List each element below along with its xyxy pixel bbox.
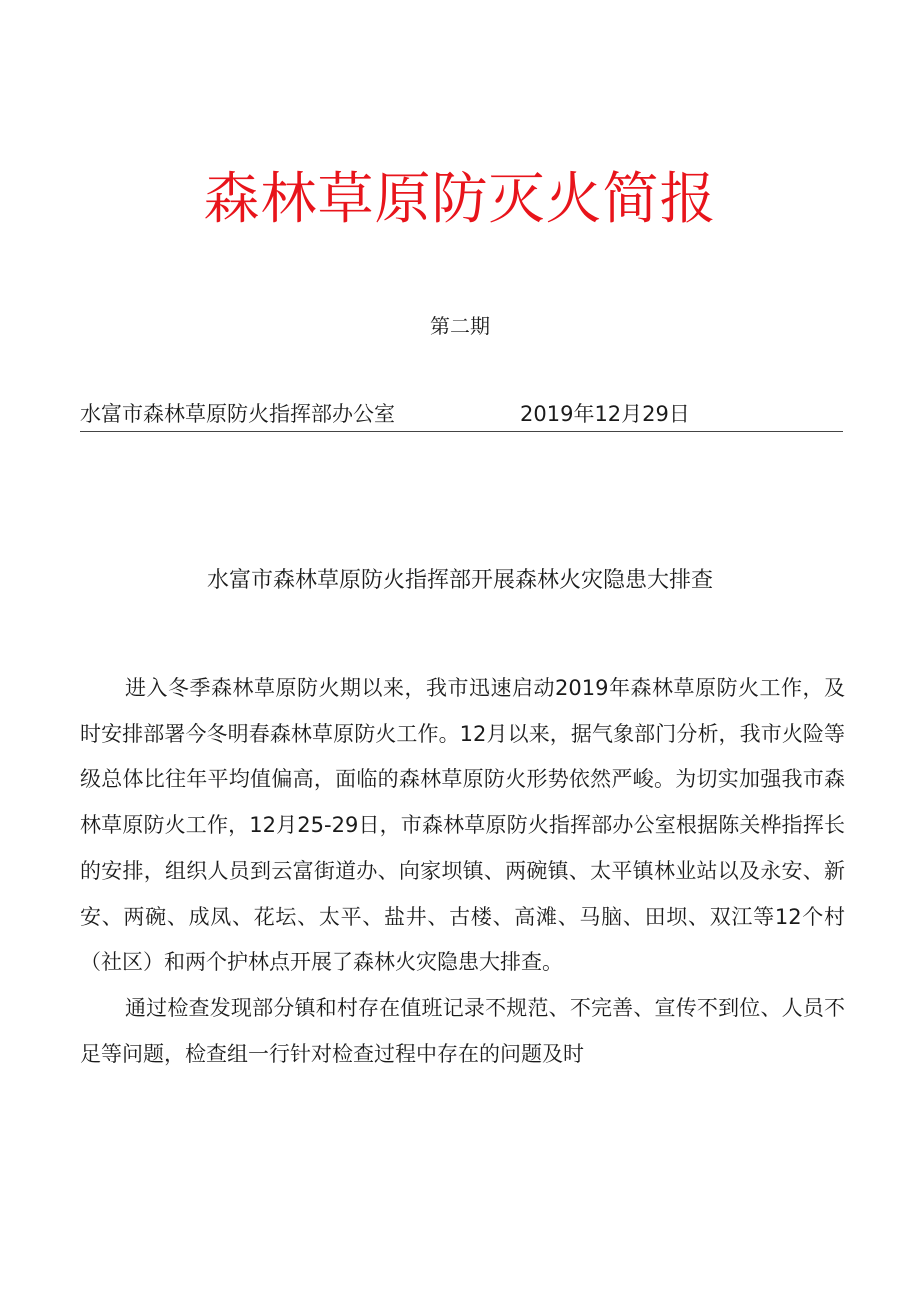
issue-number: 第二期 <box>430 314 490 338</box>
masthead-title: 森林草原防灭火简报 <box>203 167 717 232</box>
dateline <box>80 398 850 430</box>
issue-date: 2019年12月29日 <box>520 402 690 426</box>
article-headline: 水富市森林草原防火指挥部开展森林火灾隐患大排查 <box>206 568 713 593</box>
body-paragraph: 通过检查发现部分镇和村存在值班记录不规范、不完善、宣传不到位、人员不足等问题，检查组一行针对检查过程中存在的问题及时 <box>80 995 845 1066</box>
article-body <box>80 666 845 1077</box>
body-paragraph: 进入冬季森林草原防火期以来，我市迅速启动2019年森林草原防火工作，及时安排部署今冬明春森林草原防火工作。12月以来，据气象部门分析，我市火险等级总体比往年平均值偏高，面临的森林草原防火形势依然严峻。为切实加强我市森林草原防火工作，12月25-29日，市森林草原防火指挥部办公室根据陈关桦指挥长的安排，组织人员到云富街道办、向家坝镇、两碗镇、太平镇林业站以及永安、新安、两碗、成凤、花坛、太平、盐井、古楼、高滩、马脑、田坝、双江等12个村（社区）和两个护林点开展了森林火灾隐患大排查。 <box>80 676 845 975</box>
header-divider <box>80 431 843 432</box>
issuing-office: 水富市森林草原防火指挥部办公室 <box>80 402 395 426</box>
